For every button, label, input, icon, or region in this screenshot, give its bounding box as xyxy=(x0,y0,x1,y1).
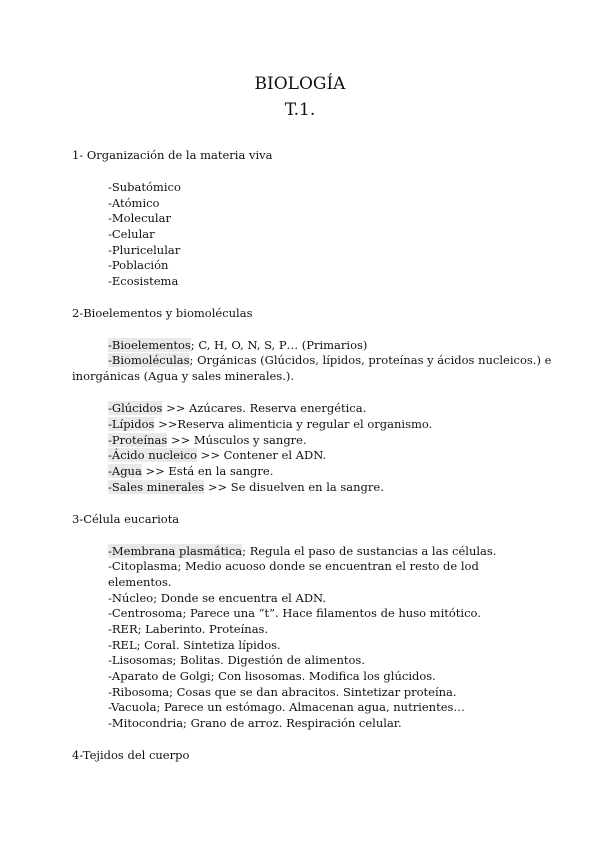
list-item: -Pluricelular xyxy=(108,243,181,257)
list-item: -Atómico xyxy=(108,196,160,210)
citoplasma-continuation: elementos. xyxy=(108,575,172,589)
list-item xyxy=(108,480,384,495)
definition: >> Contener el ADN. xyxy=(197,448,327,462)
list-item xyxy=(108,464,273,479)
definition: ; Regula el paso de sustancias a las células. xyxy=(242,544,497,558)
definition: ; Orgánicas (Glúcidos, lípidos, proteínas y ácidos nucleicos.) e xyxy=(189,353,552,367)
section-2-heading: 2-Bioelementos y biomoléculas xyxy=(72,306,253,320)
biomoleculas-continuation: inorgánicas (Agua y sales minerales.). xyxy=(72,369,295,383)
list-item: -REL; Coral. Sintetiza lípidos. xyxy=(108,638,281,652)
list-item: -Lisosomas; Bolitas. Digestión de alimentos. xyxy=(108,653,365,667)
highlighted-term: -Sales minerales xyxy=(108,480,205,494)
list-item xyxy=(108,417,432,432)
list-item: -Subatómico xyxy=(108,180,181,194)
definition: >> Se disuelven en la sangre. xyxy=(204,480,384,494)
membrana-line xyxy=(108,544,496,559)
highlighted-term: -Bioelementos xyxy=(108,338,191,352)
list-item: -Mitocondria; Grano de arroz. Respiración celular. xyxy=(108,716,402,730)
section-4-heading: 4-Tejidos del cuerpo xyxy=(72,748,190,762)
highlighted-term: -Biomoléculas xyxy=(108,353,190,367)
list-item: -Centrosoma; Parece una “t”. Hace filamentos de huso mitótico. xyxy=(108,606,481,620)
definition: >> Está en la sangre. xyxy=(141,464,274,478)
list-item: -Población xyxy=(108,258,169,272)
bioelementos-line xyxy=(108,338,367,353)
list-item xyxy=(108,433,307,448)
section-3-heading: 3-Célula eucariota xyxy=(72,512,180,526)
list-item xyxy=(108,448,326,463)
highlighted-term: -Ácido nucleico xyxy=(108,448,198,462)
definition: >> Azúcares. Reserva energética. xyxy=(162,401,367,415)
highlighted-term: -Agua xyxy=(108,464,142,478)
highlighted-term: -Glúcidos xyxy=(108,401,163,415)
list-item: -Ribosoma; Cosas que se dan abracitos. Sintetizar proteína. xyxy=(108,685,457,699)
list-item: -Aparato de Golgi; Con lisosomas. Modifica los glúcidos. xyxy=(108,669,436,683)
list-item: -Vacuola; Parece un estómago. Almacenan agua, nutrientes… xyxy=(108,700,465,714)
highlighted-term: -Lípidos xyxy=(108,417,155,431)
section-1-heading: 1- Organización de la materia viva xyxy=(72,148,273,162)
biomoleculas-line xyxy=(108,353,551,368)
list-item: -Núcleo; Donde se encuentra el ADN. xyxy=(108,591,327,605)
list-item: -RER; Laberinto. Proteínas. xyxy=(108,622,269,636)
definition: ; C, H, O, N, S, P… (Primarios) xyxy=(190,338,368,352)
list-item: -Molecular xyxy=(108,211,171,225)
list-item: -Citoplasma; Medio acuoso donde se encuentran el resto de lod xyxy=(108,559,479,573)
definition: >>Reserva alimenticia y regular el organismo. xyxy=(154,417,433,431)
highlighted-term: -Membrana plasmática xyxy=(108,544,243,558)
definition: >> Músculos y sangre. xyxy=(167,433,307,447)
highlighted-term: -Proteínas xyxy=(108,433,168,447)
list-item: -Celular xyxy=(108,227,155,241)
page-title: BIOLOGÍA xyxy=(254,74,346,94)
list-item xyxy=(108,401,366,416)
list-item: -Ecosistema xyxy=(108,274,179,288)
page-subtitle: T.1. xyxy=(284,100,316,120)
